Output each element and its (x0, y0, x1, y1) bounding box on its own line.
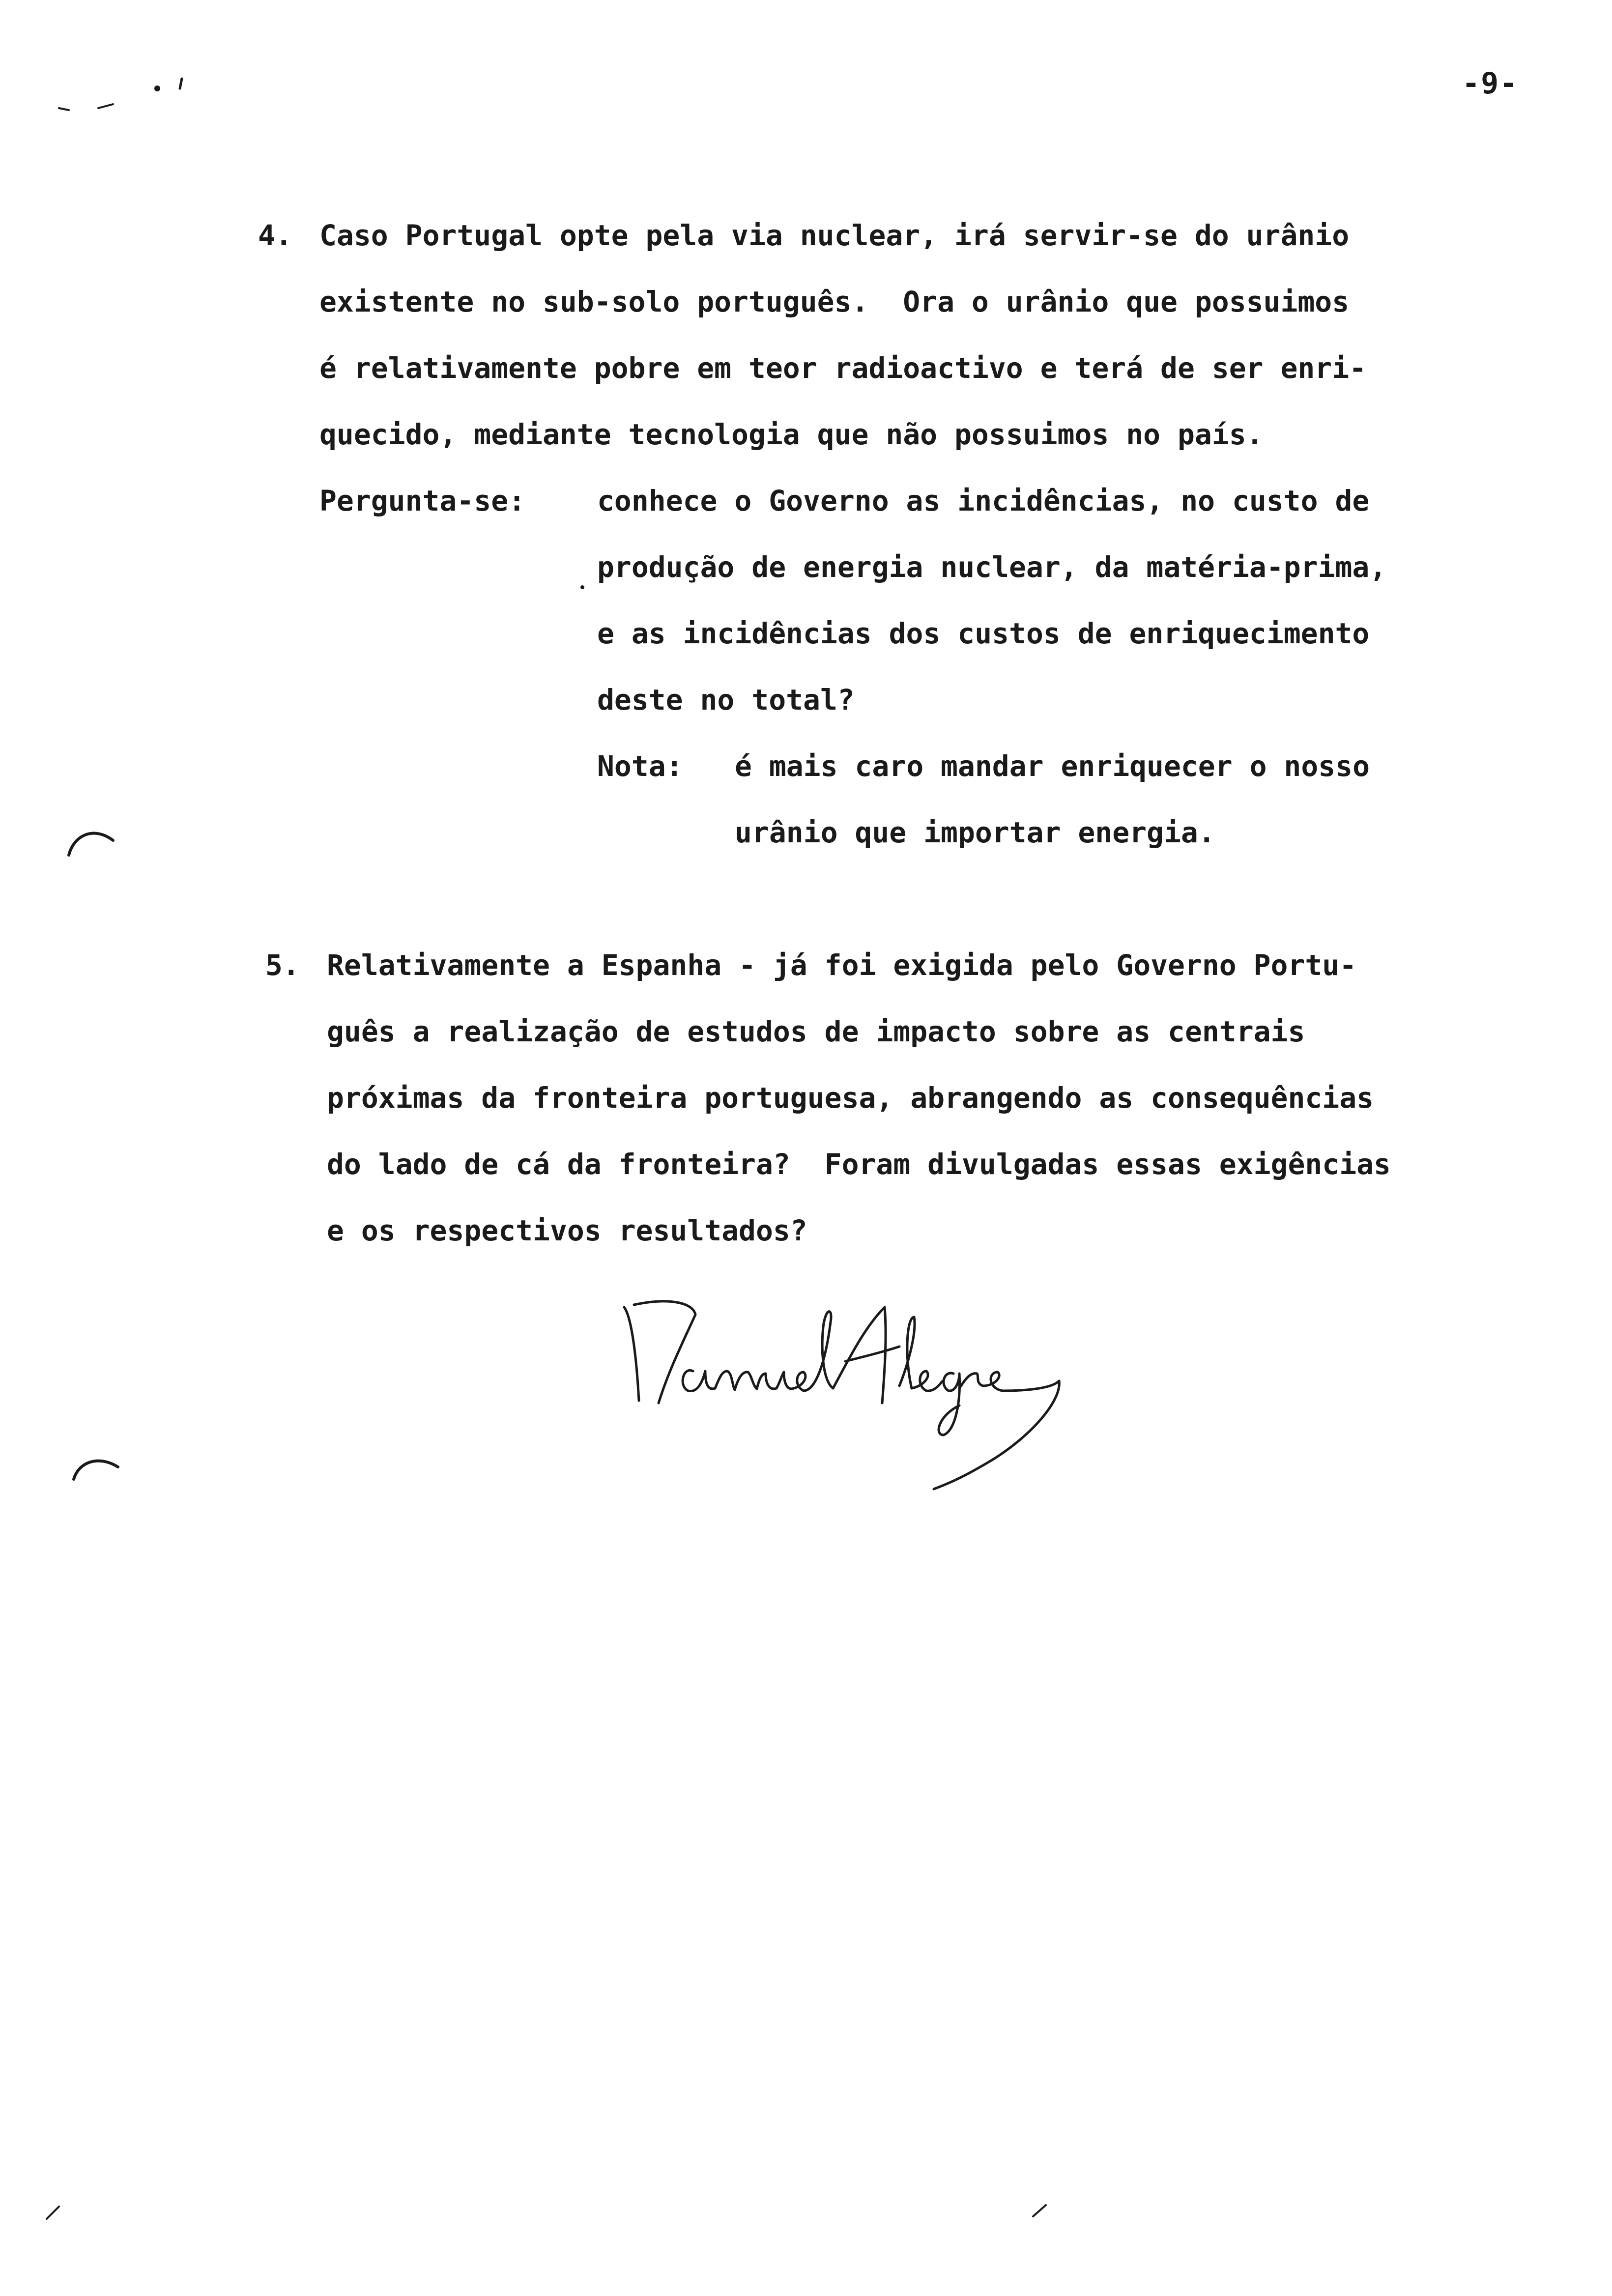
note-line-2: urânio que importar energia. (735, 816, 1215, 849)
item-5-line-4: do lado de cá da fronteira? Foram divulgadas essas exigências (327, 1148, 1391, 1181)
item-4-line-2: existente no sub-solo português. Ora o urânio que possuimos (319, 285, 1350, 318)
margin-dot-marks (147, 69, 206, 98)
page-number: -9- (1462, 66, 1519, 101)
margin-dash-marks (54, 93, 123, 123)
bottom-center-speck (1027, 2194, 1057, 2224)
item-5-line-2: guês a realização de estudos de impacto sobre as centrais (327, 1015, 1305, 1048)
question-label: Pergunta-se: (319, 484, 526, 517)
item-4-number: 4. (258, 219, 292, 252)
question-line-2: produção de energia nuclear, da matéria-prima, (597, 550, 1387, 584)
item-5-line-5: e os respectivos resultados? (327, 1214, 807, 1247)
binder-hole-mark-top (64, 816, 123, 865)
item-5-number: 5. (265, 948, 300, 982)
speck (577, 582, 587, 592)
item-4-line-3: é relativamente pobre em teor radioactivo e terá de ser enri- (319, 351, 1367, 385)
item-5-line-3: próximas da fronteira portuguesa, abrangendo as consequências (327, 1081, 1374, 1115)
note-label: Nota: (597, 749, 683, 783)
question-line-1: conhece o Governo as incidências, no custo de (597, 484, 1370, 517)
signature-image (609, 1288, 1170, 1504)
item-4-line-1: Caso Portugal opte pela via nuclear, irá servir-se do urânio (319, 219, 1350, 252)
note-line-1: é mais caro mandar enriquecer o nosso (735, 749, 1370, 783)
binder-hole-mark-bottom (69, 1440, 128, 1489)
question-line-4: deste no total? (597, 683, 855, 717)
question-line-3: e as incidências dos custos de enriquecimento (597, 617, 1370, 650)
item-4-line-4: quecido, mediante tecnologia que não possuimos no país. (319, 418, 1264, 451)
bottom-left-speck (39, 2197, 69, 2226)
item-5-line-1: Relativamente a Espanha - já foi exigida pelo Governo Portu- (327, 948, 1357, 982)
